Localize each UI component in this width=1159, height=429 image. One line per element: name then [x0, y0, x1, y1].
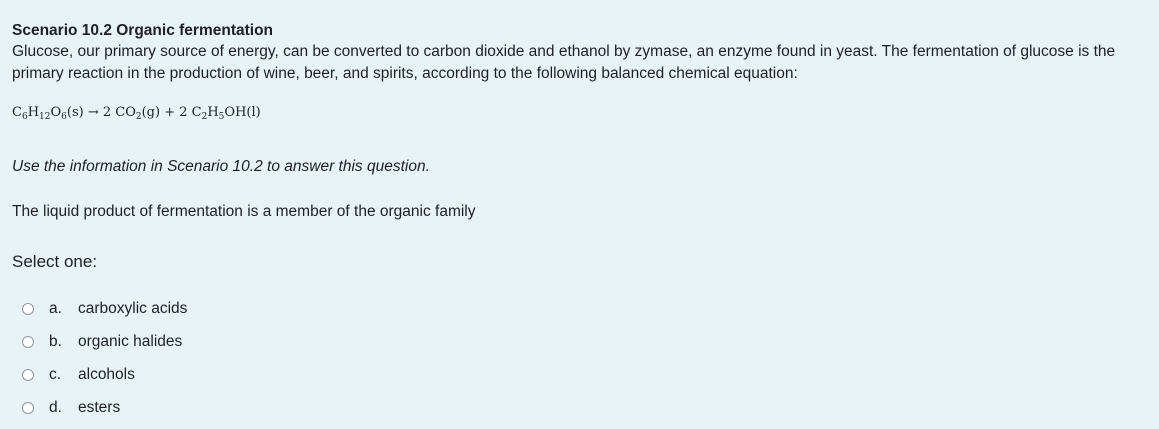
eq-oxygen: O	[50, 105, 62, 120]
eq-text: OH(l)	[224, 105, 261, 120]
scenario-title: Scenario 10.2 Organic fermentation	[12, 22, 274, 39]
select-one-prompt: Select one:	[12, 252, 98, 271]
radio-button[interactable]	[22, 336, 34, 348]
answer-option-a[interactable]	[22, 292, 187, 325]
option-letter: d.	[49, 398, 62, 416]
eq-sub: 6	[61, 112, 67, 122]
answer-option-b[interactable]	[22, 325, 187, 358]
eq-carbon: C	[12, 105, 22, 120]
scenario-block	[12, 20, 1152, 85]
option-label: organic halides	[78, 332, 183, 350]
instruction-text: Use the information in Scenario 10.2 to answer this question.	[12, 158, 430, 175]
chemical-equation	[12, 105, 261, 122]
eq-sub: 2	[201, 112, 208, 122]
scenario-description: Glucose, our primary source of energy, can be converted to carbon dioxide and ethanol by zymase, an enzyme found in yeast. The fermentation of glucose is the primary reaction in the production of wine, beer, and spirits, according to the following balanced chemical equation:	[12, 43, 1116, 82]
eq-hydrogen: H	[207, 105, 219, 120]
radio-button[interactable]	[22, 402, 34, 414]
eq-sub: 6	[21, 112, 28, 122]
answer-option-c[interactable]	[22, 358, 187, 391]
eq-text: (g) + 2 C	[141, 105, 202, 120]
option-letter: c.	[49, 365, 62, 383]
option-label: esters	[78, 398, 121, 416]
answer-options	[22, 292, 187, 424]
option-letter: a.	[49, 299, 62, 317]
eq-sub: 2	[135, 112, 142, 122]
eq-text: (s) → 2 CO	[66, 105, 136, 120]
option-label: carboxylic acids	[78, 299, 188, 317]
eq-sub: 12	[39, 112, 51, 122]
radio-button[interactable]	[22, 369, 34, 381]
option-label: alcohols	[78, 365, 135, 383]
answer-option-d[interactable]	[22, 391, 187, 424]
radio-button[interactable]	[22, 303, 34, 315]
eq-sub: 5	[218, 112, 225, 122]
eq-hydrogen: H	[27, 105, 40, 120]
option-letter: b.	[49, 332, 62, 350]
question-text: The liquid product of fermentation is a member of the organic family	[12, 203, 476, 220]
